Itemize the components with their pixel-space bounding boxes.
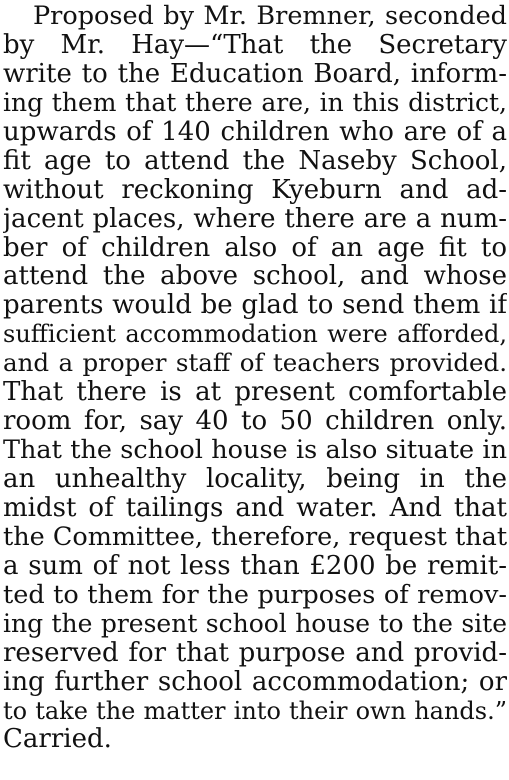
text-line: jacent places, where there are a num- — [3, 204, 507, 234]
text-line: parents would be glad to send them if — [3, 291, 507, 321]
text-line: That the school house is also situate in — [3, 436, 507, 465]
text-line: sufficient accommodation were afforded, — [3, 320, 507, 349]
text-line: That there is at present comfortable — [3, 378, 507, 408]
text-line: write to the Education Board, inform- — [3, 59, 507, 89]
newspaper-article-text — [3, 2, 507, 754]
text-line: the Committee, therefore, request that — [3, 522, 507, 552]
text-line: and a proper staff of teachers provided. — [3, 349, 507, 378]
text-line: fit age to attend the Naseby School, — [3, 146, 507, 176]
text-line: Proposed by Mr. Bremner, seconded — [33, 2, 507, 31]
text-line: ing further school accommodation; or — [3, 667, 507, 697]
text-line: Carried. — [3, 725, 112, 755]
text-line: by Mr. Hay—“That the Secretary — [3, 30, 507, 60]
text-line: a sum of not less than £200 be remit- — [3, 551, 507, 581]
text-line: midst of tailings and water. And that — [3, 493, 507, 523]
text-line: room for, say 40 to 50 children only. — [3, 407, 507, 437]
text-line: to take the matter into their own hands.” — [3, 696, 507, 725]
text-line: reserved for that purpose and provid- — [3, 638, 507, 668]
text-line: ted to them for the purposes of remov- — [3, 580, 507, 610]
text-line: upwards of 140 children who are of a — [3, 117, 507, 147]
text-line: ber of children also of an age fit to — [3, 233, 507, 263]
text-line: ing the present school house to the site — [3, 609, 507, 638]
text-line: an unhealthy locality, being in the — [3, 465, 507, 494]
text-line: attend the above school, and whose — [3, 262, 507, 292]
text-line: ing them that there are, in this district, — [3, 88, 507, 117]
text-line: without reckoning Kyeburn and ad- — [3, 175, 507, 205]
